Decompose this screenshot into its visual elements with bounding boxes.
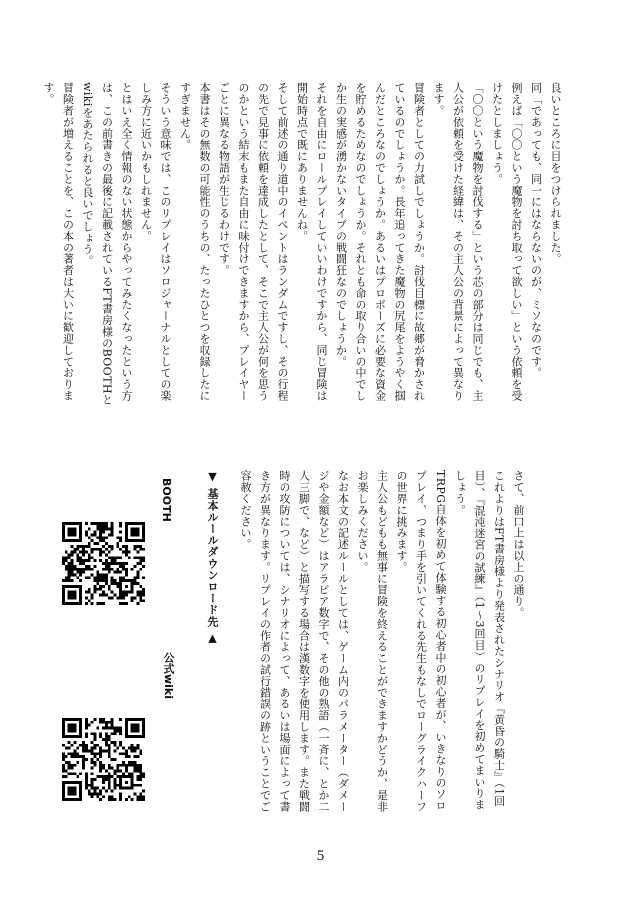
booth-label: BOOTH — [160, 478, 173, 522]
booth-qr-code-icon[interactable] — [62, 522, 145, 605]
download-heading: ▼ 基本ルールダウンロード先 ▲ — [206, 470, 219, 646]
intro-text-upper: 良いところに目をつけられました。 同「であっても、同一にはならないのが、ミソなのです。 例えば「〇〇という魔物を討ち取って欲しい」という依頼を受けたとしましょう。 「〇〇という魔物を討伐する」という芯の部分は同じでも、主人公が依頼を受けた経緯は、その主人公の背景によって異なります。 冒険者としての力試しでしょうか。討伐目標に故郷が脅かされているのでしょうか。長年追ってきた魔物の尻尾をようやく掴んだところなのでしょうか。あるいはプロポーズに必要な資金を貯めるためなのでしょうか。それとも命の取り合いの中でしか生の実感が湧かないタイプの戦闘狂なのでしょうか。 それを自由にロールプレイしていいわけですから、同じ冒険は開始時点で既にありませんね。 そして前述の通り道中のイベントはランダムですし、その行程の先で見事に依頼を達成したとして、そこで主人公が何を思うのかという結末もまた自由に味付けできますから、プレイヤーごとに異なる物語が生じるわけです。 本書はその無数の可能性のうちの、たったひとつを収録したにすぎません。 そういう意味では、このリプレイはソロジャーナルとしての楽しみ方に近いかもしれません。 とはいえ全く情報のない状態からやってみたくなったという方は、この前書きの最後に記載されているFT書房様のBOOTHとwikiをあたられると良いでしょう。 冒険者が増えることを、この本の著者は大いに歓迎しております。 — [42, 82, 562, 406]
intro-text-lower: さて、前口上は以上の通り。 これよりはFT書房様より発表されたシナリオ『黄昏の騎士』（1回目）、『混沌迷宮の試練』（1〜3回目）のリプレイを初めてまいりましょう。 TRPG自体を初めて体験する初心者中の初心者が、いきなりのソロプレイ、つまり手を引いてくれる先生もなしでローグライクハーフの世界に挑みます。 主人公もどもも無事に冒険を終えることができますかどうか、是非お楽しみください。 なお本文の記述ルールとしては、ゲーム内のパラメーター（ダメージや金額など）はアラビア数字で、その他の熟語（一斉に、とか二人三脚で、など）と描写する場合は漢数字を使用します。また戦闘時の攻防については、シナリオによって、あるいは場面によって書き方が異なります。リプレイの作者の試行錯誤の跡ということでご容赦ください。 — [239, 470, 525, 812]
wiki-qr-code-icon[interactable] — [62, 718, 145, 801]
wiki-label: 公式wiki — [162, 652, 175, 700]
page-number: 5 — [316, 848, 325, 864]
